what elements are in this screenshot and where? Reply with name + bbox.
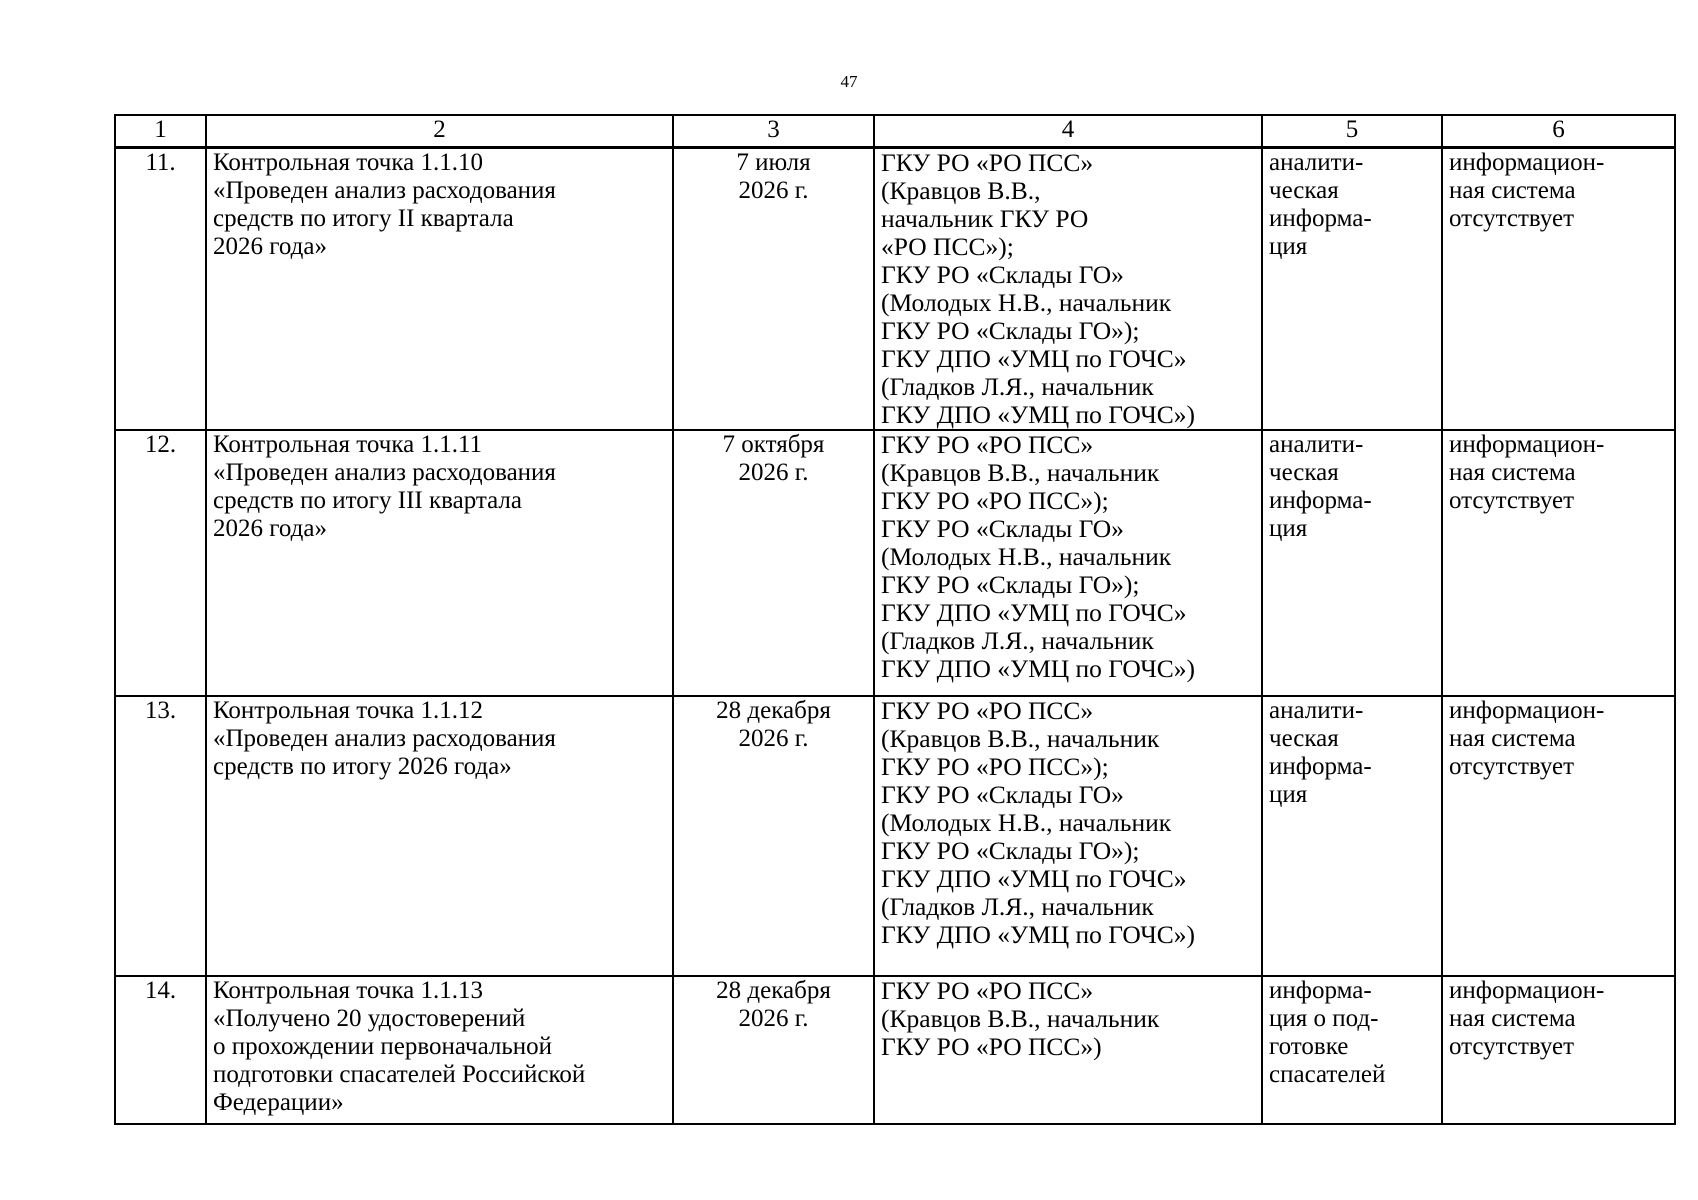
cell-line: о прохождении первоначальной [213,1032,553,1060]
cell-line: ГКУ РО «РО ПСС»); [881,751,1109,781]
cell-line: ная система [1449,724,1576,752]
cell-line: Контрольная точка 1.1.10 [213,148,483,176]
row-number: 11. [115,147,206,430]
cell-line: ГКУ РО «РО ПСС» [881,975,1094,1005]
cell-line: аналити- [1269,430,1364,458]
cell-line: (Молодых Н.В., начальник [881,807,1172,837]
cell-line: информа- [1269,486,1372,514]
cell-line: ГКУ РО «Склады ГО» [881,779,1124,809]
cell-line: ГКУ ДПО «УМЦ по ГОЧС») [881,919,1196,949]
doc-type-cell [1262,147,1442,430]
cell-line: начальник ГКУ РО [881,203,1089,233]
cell-line: 2026 года» [213,514,327,542]
row-number: 14. [115,976,206,1124]
cell-line: информацион- [1449,148,1605,176]
cell-line: 2026 г. [738,724,809,752]
cell-line: «Проведен анализ расходования [213,724,556,752]
table-row [115,147,1675,430]
cell-line: ГКУ ДПО «УМЦ по ГОЧС») [881,399,1196,429]
cell-line: готовке [1269,1032,1349,1060]
cell-line: 2026 г. [738,1004,809,1032]
cell-line: ГКУ РО «РО ПСС» [881,429,1094,459]
cell-line: «Проведен анализ расходования [213,176,556,204]
date-cell [673,976,874,1124]
cell-line: ческая [1269,176,1339,204]
cell-line: 2026 года» [213,232,327,260]
header-col-3: 3 [673,115,874,147]
cell-line: ГКУ ДПО «УМЦ по ГОЧС») [881,653,1196,683]
cell-line: 2026 г. [738,176,809,204]
cell-line: отсутствует [1449,486,1575,514]
cell-line: 28 декабря [716,696,831,724]
cell-line: (Гладков Л.Я., начальник [881,625,1154,655]
cell-line: ция [1269,780,1308,808]
responsible-cell [874,696,1262,976]
cell-line: «Получено 20 удостоверений [213,1004,526,1032]
doc-type-cell [1262,430,1442,696]
header-col-5: 5 [1262,115,1442,147]
cell-line: ГКУ РО «РО ПСС») [881,1031,1102,1061]
cell-line: «Проведен анализ расходования [213,458,556,486]
cell-line: (Кравцов В.В., начальник [881,457,1160,487]
cell-line: «РО ПСС»); [881,231,1014,261]
cell-line: информацион- [1449,696,1605,724]
responsible-cell [874,147,1262,430]
cell-line: информа- [1269,752,1372,780]
cell-line: ГКУ РО «РО ПСС»); [881,485,1109,515]
cell-line: ГКУ РО «РО ПСС» [881,147,1094,177]
cell-line: (Гладков Л.Я., начальник [881,371,1154,401]
cell-line: аналити- [1269,148,1364,176]
page-number: 47 [840,72,858,91]
doc-type-cell [1262,976,1442,1124]
cell-line: средств по итогу 2026 года» [213,752,512,780]
date-cell [673,147,874,430]
cell-line: отсутствует [1449,204,1575,232]
cell-line: информацион- [1449,430,1605,458]
cell-line: отсутствует [1449,1032,1575,1060]
cell-line: ГКУ РО «Склады ГО» [881,259,1124,289]
cell-line: ГКУ РО «РО ПСС» [881,695,1094,725]
cell-line: 7 октября [722,430,825,458]
cell-line: информа- [1269,204,1372,232]
date-cell [673,430,874,696]
row-number: 12. [115,430,206,696]
info-system-cell [1442,430,1675,696]
cell-line: средств по итогу III квартала [213,486,522,514]
cell-line: информацион- [1449,976,1605,1004]
doc-type-cell [1262,696,1442,976]
cell-line: ГКУ РО «Склады ГО»); [881,569,1140,599]
cell-line: Федерации» [213,1088,344,1116]
cell-line: ная система [1449,1004,1576,1032]
cell-line: 28 декабря [716,976,831,1004]
cell-line: (Кравцов В.В., начальник [881,723,1160,753]
event-cell [206,976,673,1124]
cell-line: ГКУ ДПО «УМЦ по ГОЧС» [881,863,1187,893]
cell-line: 7 июля [736,148,811,176]
cell-line: (Молодых Н.В., начальник [881,287,1172,317]
cell-line: ГКУ РО «Склады ГО» [881,513,1124,543]
cell-line: ческая [1269,458,1339,486]
cell-line: подготовки спасателей Российской [213,1060,586,1088]
event-cell [206,430,673,696]
cell-line: (Кравцов В.В., начальник [881,1003,1160,1033]
cell-line: отсутствует [1449,752,1575,780]
cell-line: (Молодых Н.В., начальник [881,541,1172,571]
cell-line: ГКУ РО «Склады ГО»); [881,315,1140,345]
cell-line: Контрольная точка 1.1.11 [213,430,483,458]
header-col-4: 4 [874,115,1262,147]
event-cell [206,696,673,976]
cell-line: Контрольная точка 1.1.13 [213,976,483,1004]
header-col-1: 1 [115,115,206,147]
cell-line: (Гладков Л.Я., начальник [881,891,1154,921]
cell-line: средств по итогу II квартала [213,204,514,232]
cell-line: спасателей [1269,1060,1386,1088]
cell-line: ция [1269,514,1308,542]
date-cell [673,696,874,976]
cell-line: 2026 г. [738,458,809,486]
header-col-6: 6 [1442,115,1675,147]
cell-line: ция [1269,232,1308,260]
cell-line: ная система [1449,176,1576,204]
responsible-cell [874,430,1262,696]
table-row [115,976,1675,1124]
cell-line: ГКУ РО «Склады ГО»); [881,835,1140,865]
row-number: 13. [115,696,206,976]
info-system-cell [1442,147,1675,430]
control-points-table [114,114,1676,1125]
cell-line: аналити- [1269,696,1364,724]
cell-line: ческая [1269,724,1339,752]
cell-line: ция о под- [1269,1004,1379,1032]
responsible-cell [874,976,1262,1124]
table-row [115,696,1675,976]
info-system-cell [1442,696,1675,976]
cell-line: (Кравцов В.В., [881,175,1041,205]
cell-line: информа- [1269,976,1372,1004]
cell-line: ная система [1449,458,1576,486]
table-row [115,430,1675,696]
info-system-cell [1442,976,1675,1124]
cell-line: ГКУ ДПО «УМЦ по ГОЧС» [881,597,1187,627]
cell-line: ГКУ ДПО «УМЦ по ГОЧС» [881,343,1187,373]
event-cell [206,147,673,430]
cell-line: Контрольная точка 1.1.12 [213,696,483,724]
header-col-2: 2 [206,115,673,147]
table-header-row [115,115,1675,147]
